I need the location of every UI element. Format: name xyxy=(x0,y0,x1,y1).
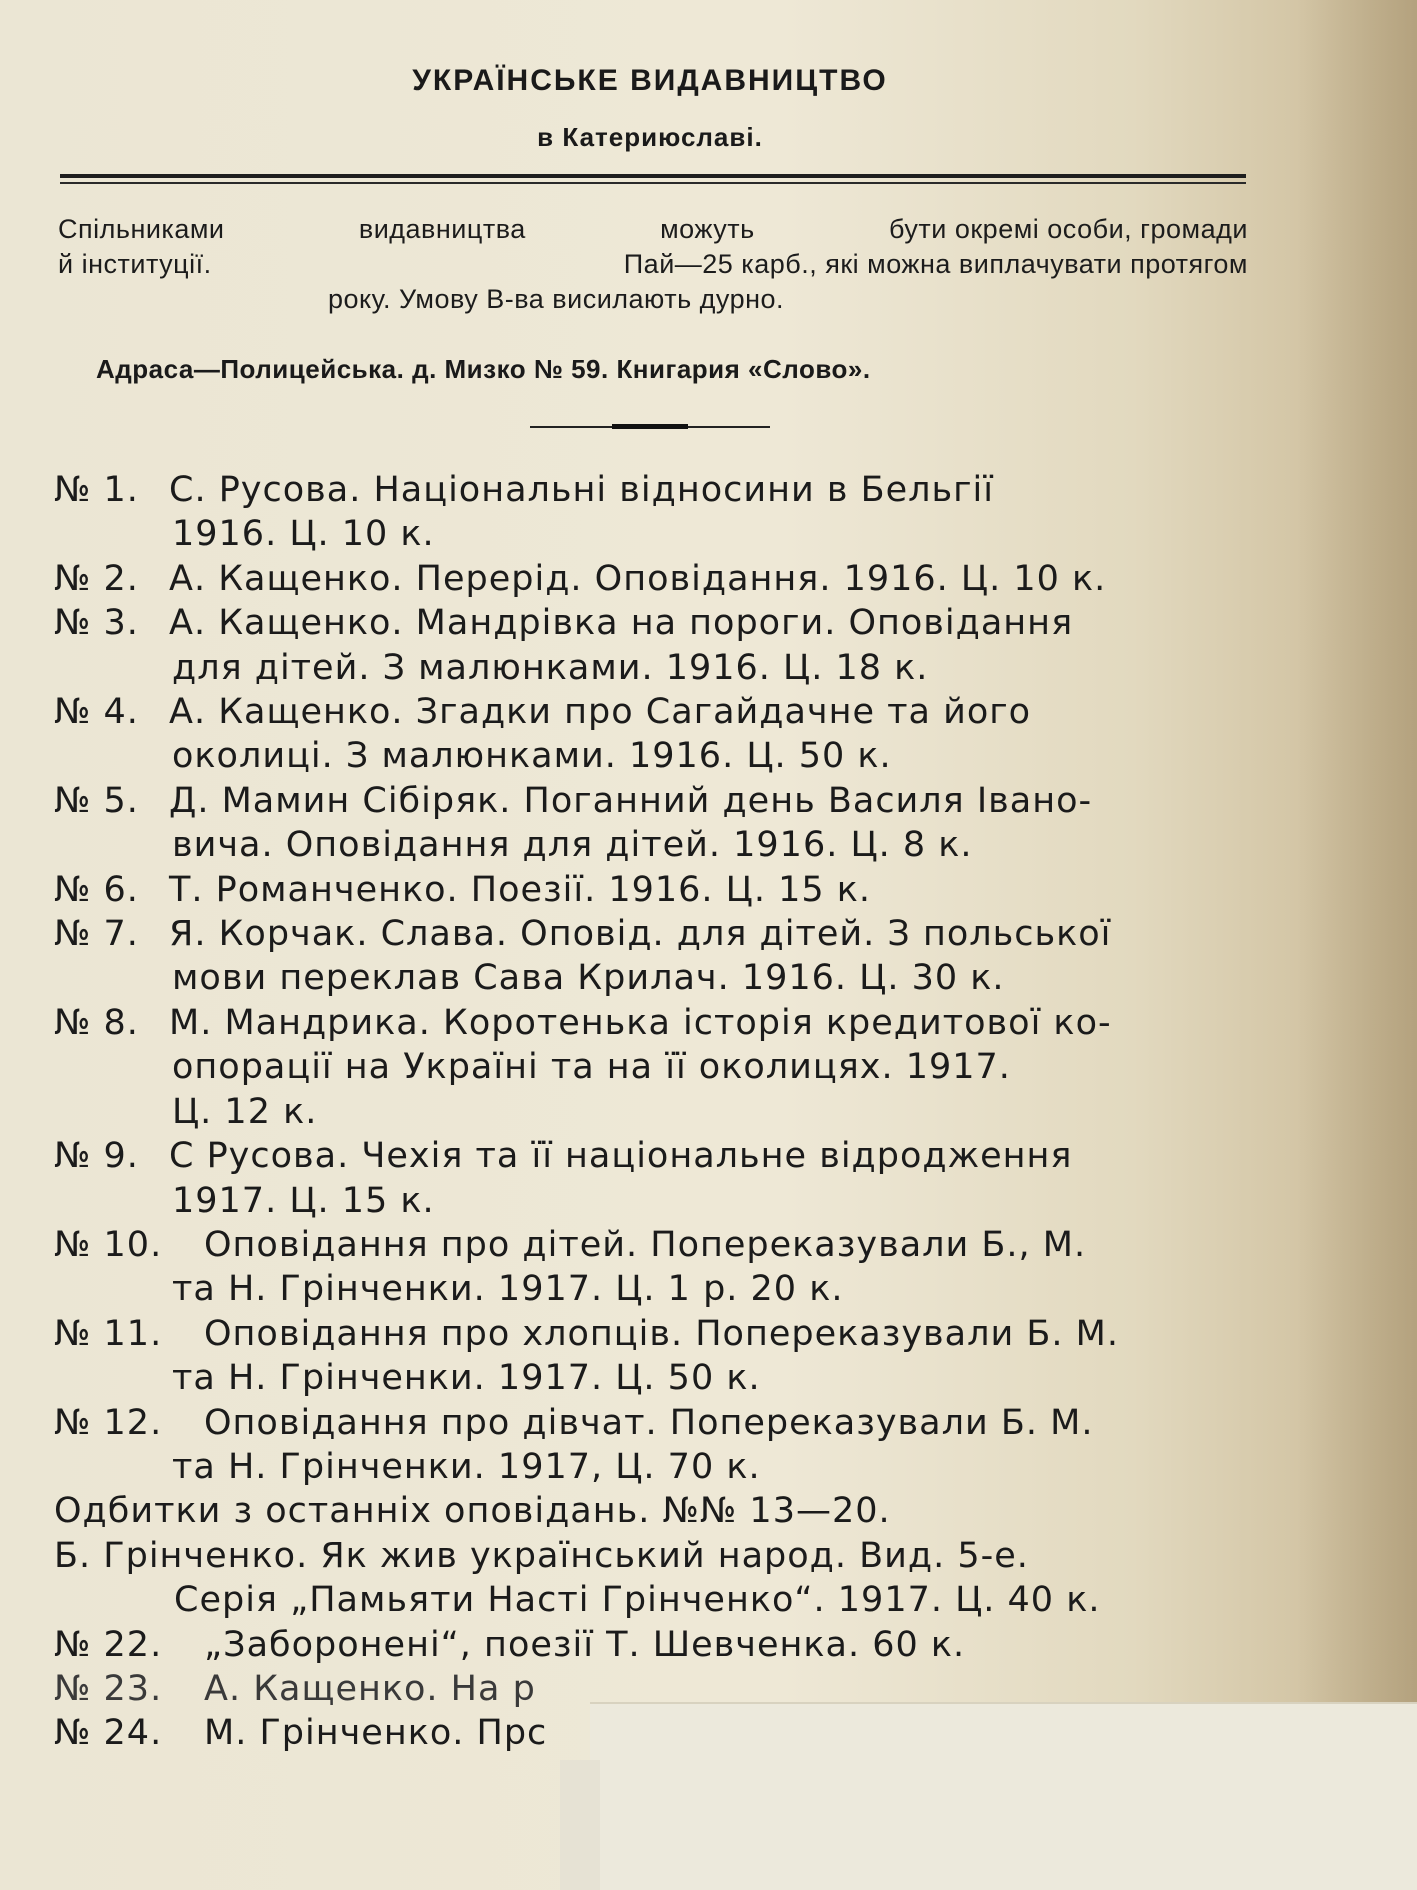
catalog-entry-7: № 7. Я. Корчак. Слава. Оповід. для дітей. З польської мови переклав Сава Крилач. 1916. Ц. 30 к. xyxy=(54,914,1112,999)
catalog-entry-3: № 3. А. Кащенко. Мандрівка на пороги. Оповідання для дітей. З малюнками. 1916. Ц. 18 к. xyxy=(54,603,1074,688)
catalog-entry-24: № 24. М. Грінченко. Прс xyxy=(54,1713,548,1754)
catalog-entry-4: № 4. А. Кащенко. Згадки про Сагайдачне та його околиці. З малюнками. 1916. Ц. 50 к. xyxy=(54,692,1032,777)
catalog-entry-12: № 12. Оповідання про дівчат. Попереказували Б. М. та Н. Грінченки. 1917, Ц. 70 к. xyxy=(54,1402,1094,1487)
publisher-location: в Катериюславі. xyxy=(537,122,763,152)
grinchenko-book-line-2: Серія „Памьяти Насті Грінченко“. 1917. Ц. 40 к. xyxy=(174,1580,1101,1621)
torn-paper-edge xyxy=(560,1760,600,1890)
publisher-title: УКРАЇНСЬКЕ ВИДАВНИЦТВО xyxy=(412,64,888,97)
catalog-entry-6: № 6. Т. Романченко. Поезії. 1916. Ц. 15 к. xyxy=(54,869,872,910)
catalog-entry-23: № 23. А. Кащенко. На р xyxy=(54,1668,536,1709)
notice-line-1: Спільниками видавництва можуть бути окремі особи, громади xyxy=(58,214,1248,244)
catalog-entry-5: № 5. Д. Мамин Сібіряк. Поганний день Василя Івано- вича. Оповідання для дітей. 1916. Ц. 8 к. xyxy=(54,780,1093,866)
catalog-entry-2: № 2. А. Кащенко. Перерід. Оповідання. 1916. Ц. 10 к. xyxy=(54,558,1107,599)
grinchenko-book-line-1: Б. Грінченко. Як жив український народ. Вид. 5-е. xyxy=(54,1535,1029,1576)
notice-line-2: й інституції. Пай—25 карб., які можна виплачувати протягом xyxy=(58,249,1248,279)
catalog-entry-9: № 9. С Русова. Чехія та її національне відродження 1917. Ц. 15 к. xyxy=(54,1136,1073,1221)
membership-notice xyxy=(58,212,1248,317)
book-catalog xyxy=(54,468,1254,1756)
header-rule-thick xyxy=(60,174,1246,178)
catalog-entry-11: № 11. Оповідання про хлопців. Попереказували Б. М. та Н. Грінченки. 1917. Ц. 50 к. xyxy=(54,1313,1119,1399)
torn-paper-patch xyxy=(590,1702,1417,1890)
offprints-line: Одбитки з останніх оповідань. №№ 13—20. xyxy=(54,1491,891,1532)
catalog-entry-10: № 10. Оповідання про дітей. Попереказували Б., М. та Н. Грінченки. 1917. Ц. 1 р. 20 к. xyxy=(54,1224,1087,1310)
catalog-entry-1: № 1. С. Русова. Національні відносини в Бельгії 1916. Ц. 10 к. xyxy=(54,470,995,555)
header-rule-thin xyxy=(60,182,1246,184)
section-divider-center xyxy=(612,424,688,429)
notice-line-3: року. Умову В-ва висилають дурно. xyxy=(328,284,785,314)
page-edge-shadow xyxy=(1297,0,1417,1890)
catalog-entry-22: № 22. „Заборонені“, поезії Т. Шевченка. 60 к. xyxy=(54,1624,966,1665)
catalog-entry-8: № 8. М. Мандрика. Коротенька історія кредитової ко- опорації на Україні та на її околицях. 1917. Ц. 12 к. xyxy=(54,1002,1112,1132)
address-line: Адраса—Полицейська. д. Мизко № 59. Книгария «Слово». xyxy=(96,354,871,384)
